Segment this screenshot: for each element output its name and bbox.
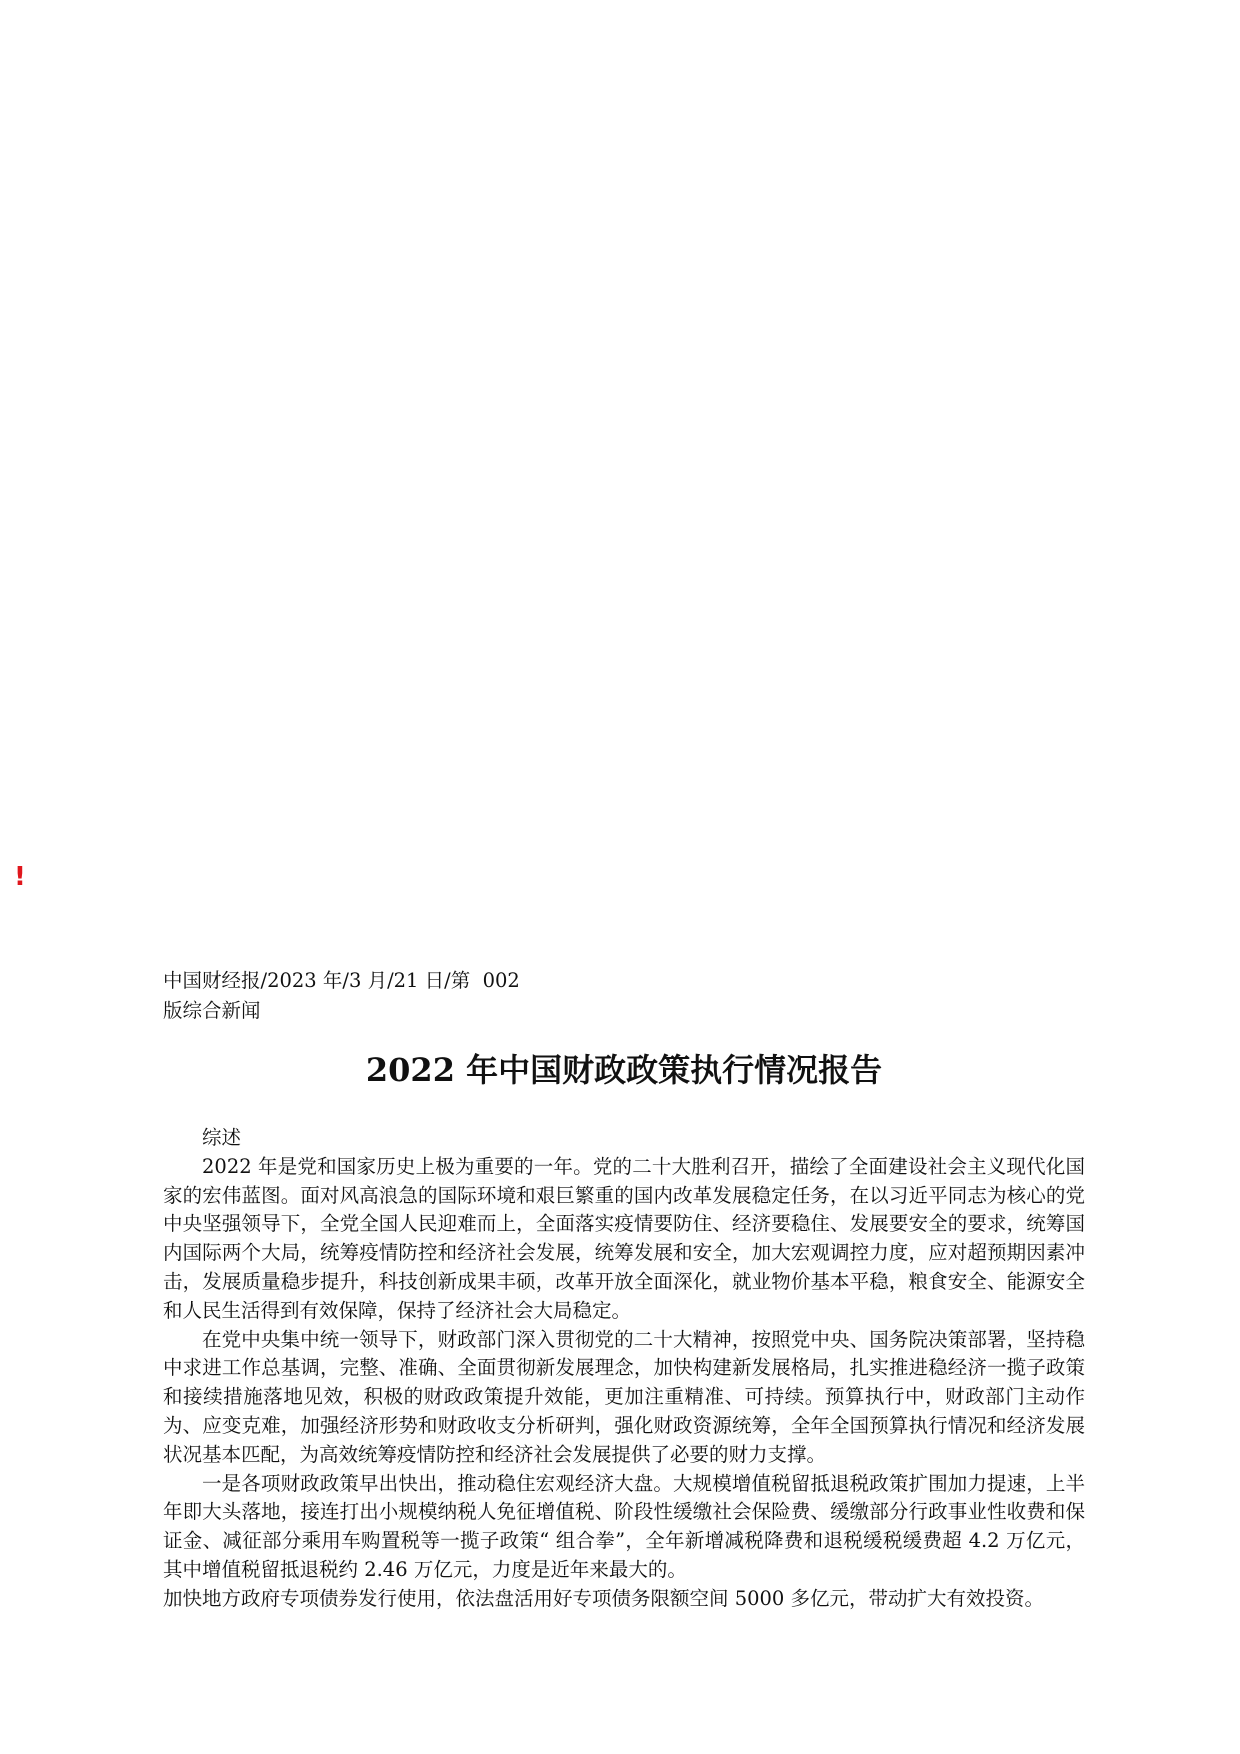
article-body <box>163 1124 1085 1614</box>
page-title: 2022 年中国财政政策执行情况报告 <box>365 1051 883 1089</box>
paragraph: 加快地方政府专项债券发行使用，依法盘活用好专项债务限额空间 5000 多亿元，带动扩大有效投资。 <box>163 1586 1045 1610</box>
paragraph: 2022 年是党和国家历史上极为重要的一年。党的二十大胜利召开，描绘了全面建设社会主义现代化国家的宏伟蓝图。面对风高浪急的国际环境和艰巨繁重的国内改革发展稳定任务，在以习近平同志为核心的党中央坚强领导下，全党全国人民迎难而上，全面落实疫情要防住、经济要稳住、发展要安全的要求，统筹国内国际两个大局，统筹疫情防控和经济社会发展，统筹发展和安全，加大宏观调控力度，应对超预期因素冲击，发展质量稳步提升，科技创新成果丰硕，改革开放全面深化，就业物价基本平稳，粮食安全、能源安全和人民生活得到有效保障，保持了经济社会大局稳定。 <box>163 1154 1085 1322</box>
paragraph: 在党中央集中统一领导下，财政部门深入贯彻党的二十大精神，按照党中央、国务院决策部署，坚持稳中求进工作总基调，完整、准确、全面贯彻新发展理念，加快构建新发展格局，扎实推进稳经济一揽子政策和接续措施落地见效，积极的财政政策提升效能，更加注重精准、可持续。预算执行中，财政部门主动作为、应变克难，加强经济形势和财政收支分析研判，强化财政资源统筹，全年全国预算执行情况和经济发展状况基本匹配，为高效统筹疫情防控和经济社会发展提供了必要的财力支撑。 <box>163 1327 1085 1466</box>
section-heading-overview: 综述 <box>202 1126 242 1149</box>
source-line: 中国财经报/2023 年/3 月/21 日/第 002 版综合新闻 <box>163 969 520 1022</box>
paragraph: 一是各项财政政策早出快出，推动稳住宏观经济大盘。大规模增值税留抵退税政策扩围加力提速，上半年即大头落地，接连打出小规模纳税人免征增值税、阶段性缓缴社会保险费、缓缴部分行政事业性收费和保证金、减征部分乘用车购置税等一揽子政策“ 组合拳”，全年新增减税降费和退税缓税缓费超 4.2 万亿元，其中增值税留抵退税约 2.46 万亿元，力度是近年来最大的。 <box>163 1471 1085 1581</box>
red-exclamation-mark: ! <box>14 862 26 892</box>
